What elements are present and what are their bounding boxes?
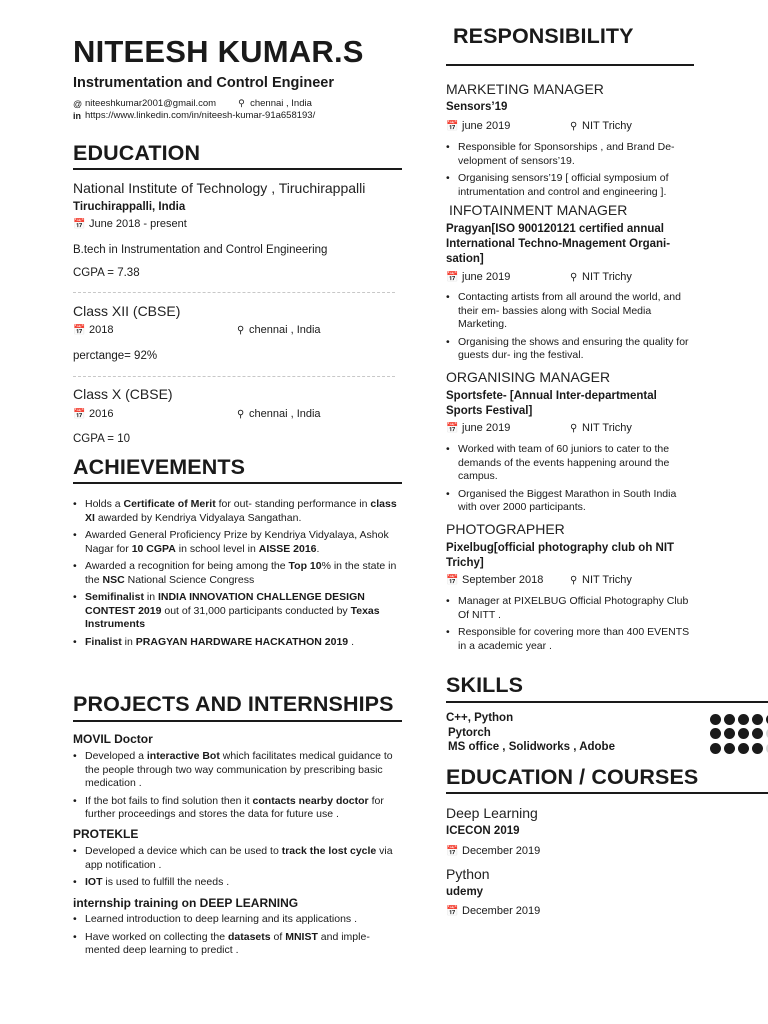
resp-1-meta [446, 120, 696, 132]
location-pin-icon: ⚲ [570, 574, 578, 586]
responsibility-bullet: • Manager at PIXELBUG Official Photography Club Of NITT . [446, 595, 696, 622]
responsibility-bullet: • Organised the Biggest Marathon in South India with over 2000 participants. [446, 488, 696, 515]
resp-1-location: NIT Trichy [582, 120, 632, 132]
project-2-title: PROTEKLE [73, 827, 139, 841]
location-pin-icon: ⚲ [238, 98, 245, 108]
email-link[interactable]: niteeshkumar2001@gmail.com [85, 98, 217, 109]
calendar-icon: 📅 [446, 271, 459, 283]
achievements-list [73, 498, 403, 653]
course-2-name: Python [446, 866, 490, 882]
skills-rule [446, 701, 768, 703]
resp-4-location: NIT Trichy [582, 574, 632, 586]
achievement-item: • Holds a Certificate of Merit for out- standing performance in class XI awarded by Kendriya Vidyalaya Sangathan. [73, 498, 403, 525]
resp-3-date: june 2019 [462, 422, 511, 434]
resp-2-role: INFOTAINMENT MANAGER [449, 202, 628, 218]
rating-dot-filled [724, 728, 735, 739]
project-2-bullets [73, 845, 403, 894]
course-1-date: December 2019 [462, 845, 541, 857]
resp-1-role: MARKETING MANAGER [446, 81, 604, 97]
edu-1-institution: National Institute of Technology , Tiruchirappalli [73, 180, 366, 196]
resp-2-org: Pragyan[ISO 900120121 certified annual International Techno-Mnagement Organi- sation] [446, 223, 671, 265]
candidate-role: Instrumentation and Control Engineer [73, 75, 335, 91]
education-heading: EDUCATION [73, 141, 201, 165]
linkedin-link[interactable]: https://www.linkedin.com/in/niteesh-kumar-91a658193/ [85, 110, 316, 121]
responsibility-rule [446, 64, 694, 66]
rating-dot-filled [738, 728, 749, 739]
project-bullet-item: • Developed a interactive Bot which facilitates medical guidance to the people through two way communication by prescribing basic medication . [73, 750, 403, 791]
achievements-rule [73, 482, 402, 484]
projects-heading: PROJECTS AND INTERNSHIPS [73, 692, 394, 716]
responsibility-bullet: • Worked with team of 60 juniors to cater to the demands of the events happening around the campus. [446, 443, 696, 484]
project-bullet-item: • IOT is used to fulfill the needs . [73, 876, 403, 890]
rating-dot-filled [710, 714, 721, 725]
edu-3-meta [73, 408, 403, 420]
courses-rule [446, 792, 768, 794]
course-1-org: ICECON 2019 [446, 825, 520, 837]
at-icon: @ [73, 98, 83, 109]
responsibility-bullet: • Organising sensors’19 [ official symposium of intrumentation and control and engineering ]. [446, 172, 696, 199]
skill-2-name: Pytorch [448, 727, 491, 739]
location-pin-icon: ⚲ [237, 324, 245, 336]
contact-row [73, 98, 312, 109]
resp-2-bullets [446, 291, 696, 367]
calendar-icon: 📅 [446, 845, 459, 857]
resp-4-role: PHOTOGRAPHER [446, 521, 565, 537]
location-pin-icon: ⚲ [237, 408, 245, 420]
course-2-meta [446, 905, 540, 917]
achievements-heading: ACHIEVEMENTS [73, 455, 246, 479]
resp-4-bullets [446, 595, 696, 657]
resp-3-bullets [446, 443, 696, 519]
resp-4-meta [446, 574, 696, 586]
course-1-meta [446, 845, 540, 857]
skill-1-rating [710, 714, 768, 725]
resp-2-date: june 2019 [462, 271, 511, 283]
resp-4-org: Pixelbug[official photography club oh NIT Trichy] [446, 542, 675, 569]
resp-1-date: june 2019 [462, 120, 511, 132]
resp-3-meta [446, 422, 696, 434]
courses-heading: EDUCATION / COURSES [446, 765, 699, 789]
candidate-name: NITEESH KUMAR.S [73, 34, 364, 69]
education-rule [73, 168, 402, 170]
rating-dot-filled [724, 714, 735, 725]
divider [73, 292, 395, 293]
achievement-item: • Finalist in PRAGYAN HARDWARE HACKATHON 2019 . [73, 636, 403, 650]
edu-2-institution: Class XII (CBSE) [73, 303, 181, 319]
calendar-icon: 📅 [73, 218, 86, 230]
rating-dot-filled [724, 743, 735, 754]
achievement-item: • Awarded General Proficiency Prize by Kendriya Vidyalaya, Ashok Nagar for 10 CGPA in school level in AISSE 2016. [73, 529, 403, 556]
project-bullet-item: • Have worked on collecting the datasets of MNIST and imple- mented deep learning to predict . [73, 931, 393, 958]
edu-1-score: CGPA = 7.38 [73, 267, 140, 279]
resp-3-location: NIT Trichy [582, 422, 632, 434]
project-1-title: MOVIL Doctor [73, 732, 153, 746]
calendar-icon: 📅 [446, 905, 459, 917]
edu-3-date: 2016 [89, 408, 114, 420]
header-location: chennai , India [250, 98, 312, 109]
edu-1-date: June 2018 - present [89, 218, 187, 230]
skill-3-rating [710, 743, 768, 754]
rating-dot-filled [710, 728, 721, 739]
project-1-bullets [73, 750, 403, 826]
course-1-name: Deep Learning [446, 805, 538, 821]
resp-1-org: Sensors’19 [446, 101, 508, 113]
edu-2-location: chennai , India [249, 324, 321, 336]
responsibility-bullet: • Responsible for Sponsorships , and Brand De- velopment of sensors’19. [446, 141, 696, 168]
project-3-bullets [73, 913, 393, 962]
edu-2-meta [73, 324, 403, 336]
responsibility-bullet: • Responsible for covering more than 400 EVENTS in a academic year . [446, 626, 696, 653]
project-bullet-item: • Learned introduction to deep learning and its applications . [73, 913, 393, 927]
location-pin-icon: ⚲ [570, 271, 578, 283]
rating-dot-filled [752, 714, 763, 725]
calendar-icon: 📅 [446, 574, 459, 586]
rating-dot-filled [752, 728, 763, 739]
rating-dot-filled [738, 743, 749, 754]
edu-1-meta [73, 218, 187, 230]
course-2-org: udemy [446, 886, 484, 898]
edu-1-place: Tiruchirappalli, India [73, 201, 186, 213]
calendar-icon: 📅 [446, 422, 459, 434]
skills-heading: SKILLS [446, 673, 524, 697]
location-pin-icon: ⚲ [570, 422, 578, 434]
calendar-icon: 📅 [73, 408, 86, 420]
responsibility-bullet: • Contacting artists from all around the world, and their em- bassies along with Social Media Marketing. [446, 291, 696, 332]
edu-3-institution: Class X (CBSE) [73, 386, 173, 402]
resp-1-bullets [446, 141, 696, 203]
achievement-item: • Semifinalist in INDIA INNOVATION CHALLENGE DESIGN CONTEST 2019 out of 31,000 participants conducted by Texas Instruments [73, 591, 403, 632]
rating-dot-filled [752, 743, 763, 754]
edu-3-score: CGPA = 10 [73, 433, 131, 445]
calendar-icon: 📅 [446, 120, 459, 132]
rating-dot-filled [738, 714, 749, 725]
resp-2-meta [446, 271, 696, 283]
skill-2-rating [710, 728, 768, 739]
project-3-title: internship training on DEEP LEARNING [73, 896, 299, 910]
edu-3-location: chennai , India [249, 408, 321, 420]
course-2-date: December 2019 [462, 905, 541, 917]
edu-2-date: 2018 [89, 324, 114, 336]
linkedin-icon: in [73, 110, 81, 121]
responsibility-heading: RESPONSIBILITY [453, 24, 634, 48]
resp-4-date: September 2018 [462, 574, 544, 586]
project-bullet-item: • If the bot fails to find solution then it contacts nearby doctor for further proceedings and stores the data for future use . [73, 795, 403, 822]
location-pin-icon: ⚲ [570, 120, 578, 132]
edu-2-score: perctange= 92% [73, 350, 158, 362]
resp-3-org: Sportsfete- [Annual Inter-departmental Sports Festival] [446, 390, 657, 417]
edu-1-degree: B.tech in Instrumentation and Control Engineering [73, 244, 328, 256]
calendar-icon: 📅 [73, 324, 86, 336]
resp-3-role: ORGANISING MANAGER [446, 369, 611, 385]
rating-dot-filled [710, 743, 721, 754]
achievement-item: • Awarded a recognition for being among the Top 10% in the state in the NSC National Science Congress [73, 560, 403, 587]
skill-3-name: MS office , Solidworks , Adobe [448, 741, 615, 753]
linkedin-row [73, 110, 315, 121]
divider [73, 376, 395, 377]
skill-1-name: C++, Python [446, 712, 514, 724]
responsibility-bullet: • Organising the shows and ensuring the quality for guests dur- ing the festival. [446, 336, 696, 363]
project-bullet-item: • Developed a device which can be used to track the lost cycle via app notification . [73, 845, 403, 872]
projects-rule [73, 720, 402, 722]
resp-2-location: NIT Trichy [582, 271, 632, 283]
